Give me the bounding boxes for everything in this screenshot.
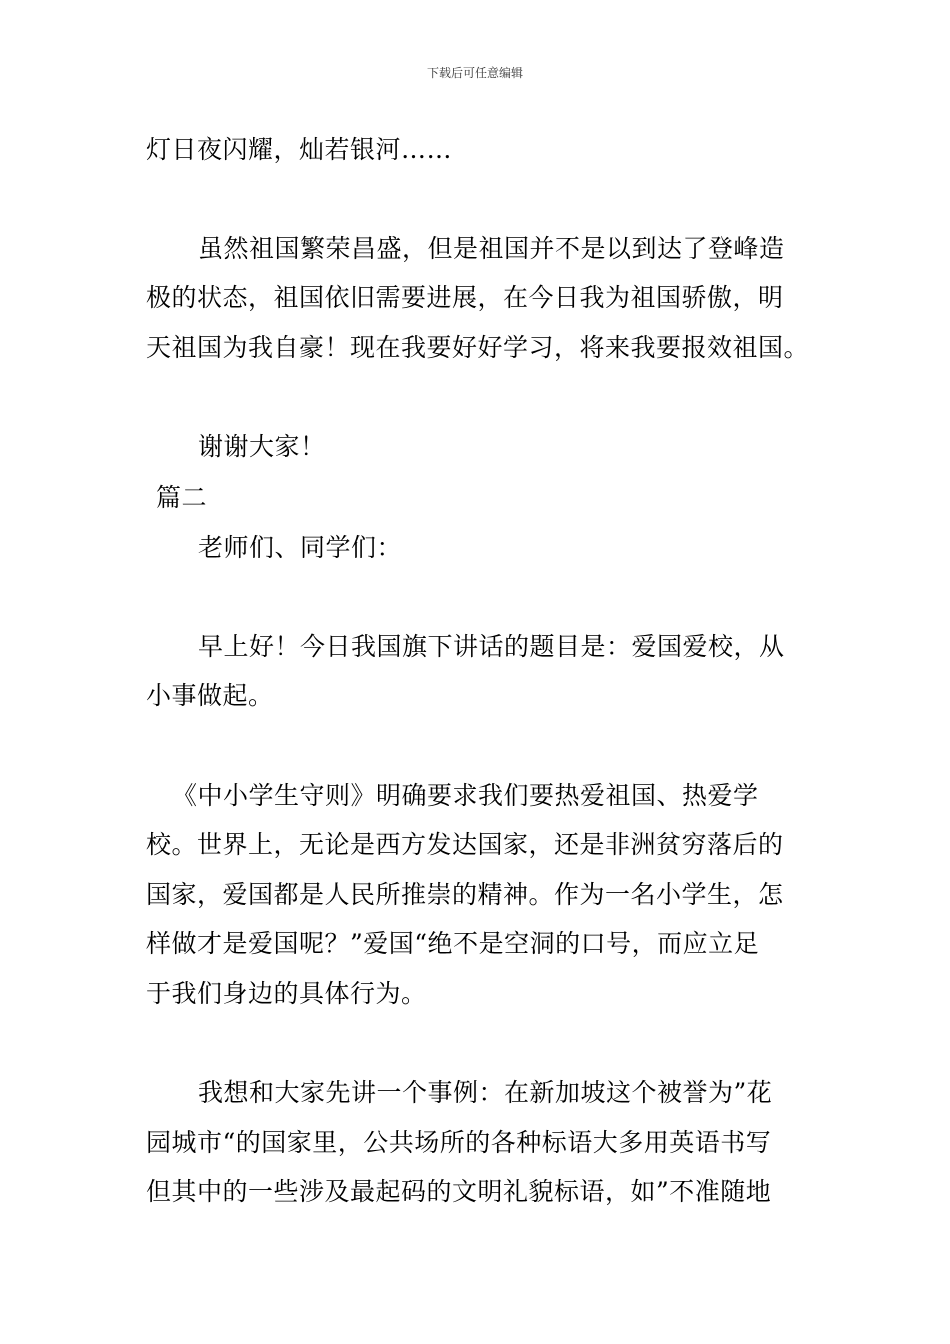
text-line: 老师们、同学们： (198, 533, 403, 562)
text-line: 天祖国为我自豪！现在我要好好学习，将来我要报效祖国。 (146, 333, 810, 362)
text-line: 灯日夜闪耀，灿若银河…… (146, 135, 453, 164)
text-line: 小事做起。 (146, 681, 274, 710)
section-heading: 篇二 (156, 483, 208, 512)
text-line: 于我们身边的具体行为。 (146, 979, 427, 1008)
text-line: 虽然祖国繁荣昌盛，但是祖国并不是以到达了登峰造 (198, 234, 785, 263)
text-line: 国家，爱国都是人民所推崇的精神。作为一名小学生，怎 (146, 880, 784, 909)
text-line: 谢谢大家！ (198, 432, 326, 461)
page-header: 下载后可任意编辑 (426, 66, 523, 80)
text-line: 样做才是爱国呢？”爱国“绝不是空洞的口号，而应立足 (146, 929, 760, 958)
text-line: 极的状态，祖国依旧需要进展，在今日我为祖国骄傲，明 (146, 283, 784, 312)
text-line: 《中小学生守则》明确要求我们要热爱祖国、热爱学 (172, 781, 759, 810)
text-line: 我想和大家先讲一个事例：在新加坡这个被誉为”花 (198, 1078, 773, 1107)
text-line: 早上好！今日我国旗下讲话的题目是：爱国爱校，从 (198, 632, 785, 661)
text-line: 园城市“的国家里，公共场所的各种标语大多用英语书写 (146, 1128, 772, 1157)
text-line: 校。世界上，无论是西方发达国家，还是非洲贫穷落后的 (146, 830, 784, 859)
text-line: 但其中的一些涉及最起码的文明礼貌标语，如”不准随地 (146, 1177, 772, 1206)
